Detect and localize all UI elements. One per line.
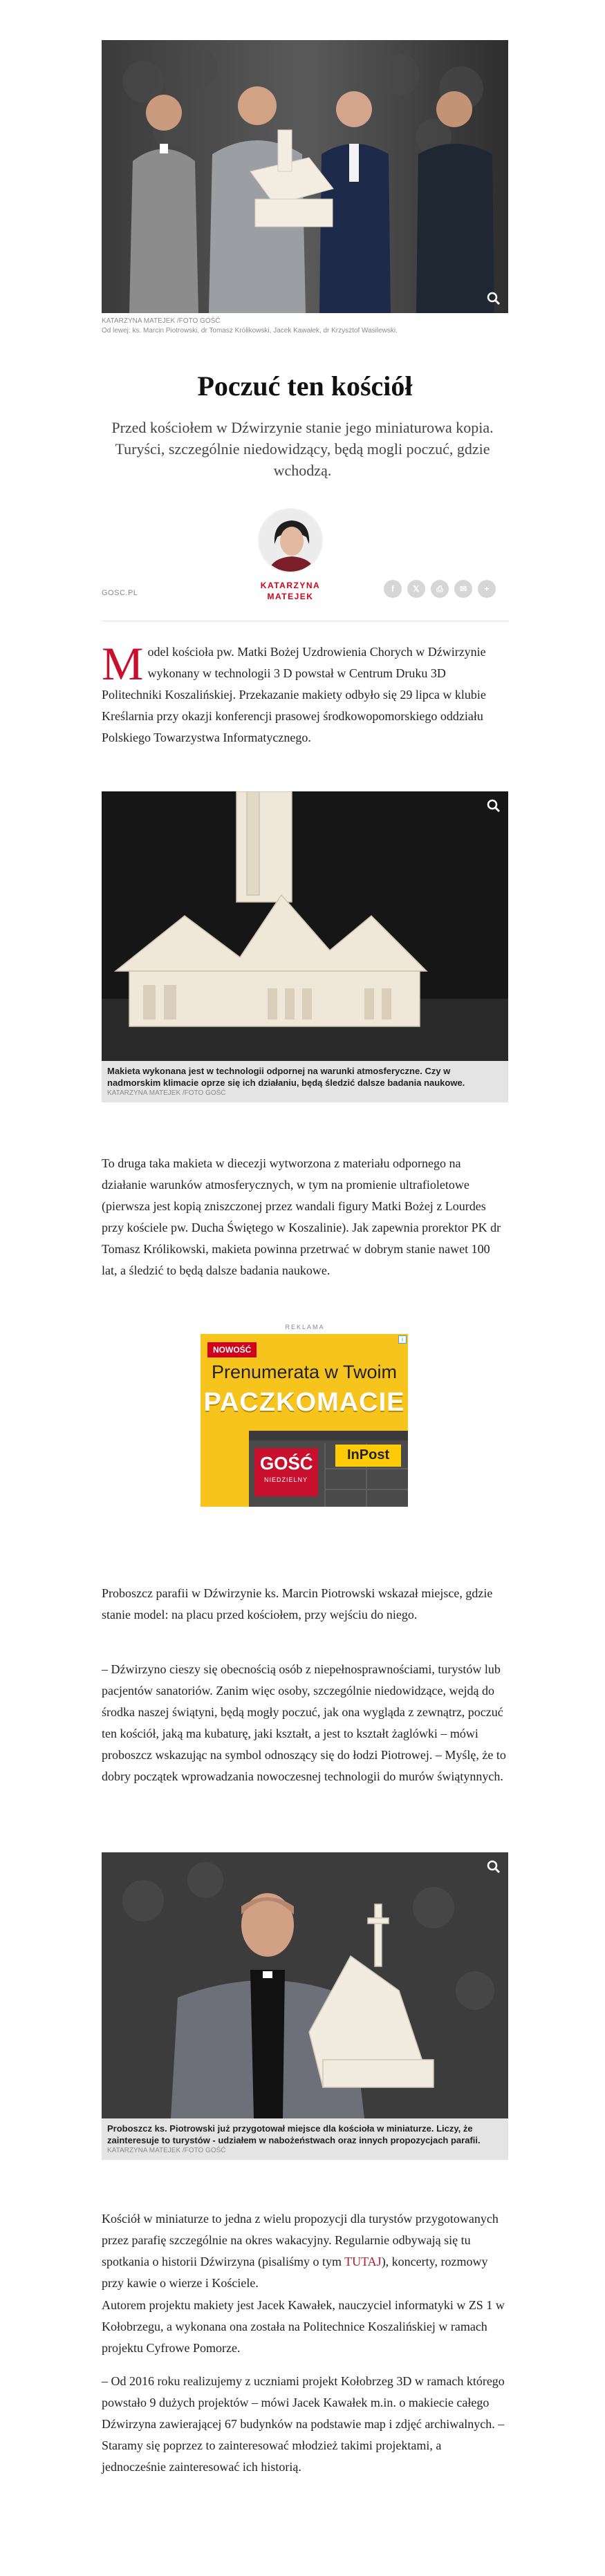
- author-photo: [259, 509, 323, 573]
- paragraph-5-text-b: ), koncerty, rozmowy przy kawie o wierze i Kościele.: [102, 2255, 488, 2290]
- hero-photo-image: [102, 40, 508, 313]
- source-label[interactable]: GOSC.PL: [102, 589, 138, 597]
- zoom-icon[interactable]: [486, 1859, 501, 1874]
- paragraph-5: [102, 2208, 508, 2294]
- article-lead: Przed kościołem w Dźwirzynie stanie jego miniaturowa kopia. Turyści, szczególnie niedowidzący, będą mogli poczuć, gdzie wchodzą.: [111, 419, 494, 479]
- ad-headline-big: PACZKOMACIE: [203, 1388, 405, 1417]
- facebook-icon[interactable]: f: [384, 580, 402, 598]
- caption-credit: KATARZYNA MATEJEK /FOTO GOŚĆ: [107, 2147, 226, 2154]
- photo-model-caption: [102, 1061, 508, 1102]
- x-icon[interactable]: 𝕏: [407, 580, 425, 598]
- ad-brand-inpost: InPost: [347, 1447, 390, 1463]
- link-tutaj[interactable]: TUTAJ: [344, 2255, 382, 2268]
- model-photo-image: [102, 791, 508, 1061]
- zoom-icon[interactable]: [486, 798, 501, 814]
- print-icon[interactable]: ⎙: [431, 580, 449, 598]
- zoom-icon[interactable]: [486, 291, 501, 306]
- author-name[interactable]: KATARZYNA MATEJEK: [260, 581, 321, 601]
- caption-credit: KATARZYNA MATEJEK /FOTO GOŚĆ: [107, 1089, 226, 1097]
- ad-info-icon[interactable]: i: [398, 1335, 407, 1344]
- paragraph-5-text-a: Kościół w miniaturze to jedna z wielu propozycji dla turystów przygotowanych przez parafię szczególnie na okres wakacyjny. Regularnie odbywają się tu spotkania o historii Dźwirzyna (pisaliśmy o tym: [102, 2212, 499, 2268]
- hero-caption: Od lewej: ks. Marcin Piotrowski, dr Tomasz Królikowski, Jacek Kawałek, dr Krzysztof Wasilewski.: [102, 327, 398, 335]
- ad-badge: NOWOŚĆ: [207, 1342, 257, 1357]
- ad-label: REKLAMA: [285, 1324, 325, 1331]
- caption-text: Makieta wykonana jest w technologii odpornej na warunki atmosferyczne. Czy w nadmorskim klimacie oprze się ich działaniu, będą śledzić dalsze badania naukowe.: [107, 1066, 465, 1088]
- caption-text: Proboszcz ks. Piotrowski już przygotował miejsce dla kościoła w miniaturze. Liczy, że zainteresuje to turystów - udziałem w nabożeństwach oraz innych propozycjach parafii.: [107, 2123, 481, 2145]
- paragraph-7: – Od 2016 roku realizujemy z uczniami projekt Kołobrzeg 3D w ramach którego powstało 9 dużych projektów – mówi Jacek Kawałek m.in. o makiecie całego Dźwirzyna zawierającej 67 budynków na podstawie map i zdjęć archiwalnych. – Staramy się poprzez to zainteresować młodzież takimi projektami, a jednocześnie zainteresować ich historią.: [102, 2374, 505, 2474]
- ad-brand-gosc-sub: NIEDZIELNY: [264, 1476, 308, 1483]
- advertisement[interactable]: [201, 1334, 408, 1507]
- hero-credit: KATARZYNA MATEJEK /FOTO GOŚĆ: [102, 317, 221, 325]
- ad-headline: Prenumerata w Twoim: [211, 1362, 398, 1382]
- mail-icon[interactable]: ✉: [454, 580, 472, 598]
- page-title: Poczuć ten kościół: [197, 370, 413, 402]
- paragraph-1: [102, 637, 508, 749]
- photo-priest[interactable]: [102, 1852, 508, 2118]
- photo-priest-caption: [102, 2118, 508, 2160]
- ad-brand-gosc: GOŚĆ: [260, 1453, 313, 1474]
- more-icon[interactable]: +: [478, 580, 496, 598]
- paragraph-3: Proboszcz parafii w Dźwirzynie ks. Marcin Piotrowski wskazał miejsce, gdzie stanie model: na placu przed kościołem, przy wejściu do niego.: [102, 1586, 493, 1621]
- avatar[interactable]: [258, 508, 323, 573]
- share-bar: [384, 580, 496, 598]
- photo-model[interactable]: [102, 791, 508, 1061]
- drop-cap: M: [102, 637, 144, 690]
- paragraph-6: Autorem projektu makiety jest Jacek Kawałek, nauczyciel informatyki w ZS 1 w Kołobrzegu, a wykonana ona została na Politechnice Koszalińskiej w ramach projektu Cyfrowe Pomorze.: [102, 2298, 505, 2355]
- priest-photo-image: [102, 1852, 508, 2118]
- paragraph-1-text: odel kościoła pw. Matki Bożej Uzdrowienia Chorych w Dźwirzynie wykonany w technologii 3 D powstał w Centrum Druku 3D Politechniki Koszalińskiej. Przekazanie makiety odbyło się 29 lipca w klubie Kreślarnia przy okazji konferencji prasowej środkowopomorskiego oddziału Polskiego Towarzystwa Informatycznego.: [102, 645, 486, 744]
- paragraph-2: To druga taka makieta w diecezji wytworzona z materiału odpornego na działanie warunków atmosferycznych, w tym na promienie ultrafioletowe (pierwsza jest kopią zniszczonej przez wandali figury Matki Bożej z Lourdes przy kościele pw. Ducha Świętego w Koszalinie). Jak zapewnia prorektor PK dr Tomasz Królikowski, makieta powinna przetrwać w dobrym stanie nawet 100 lat, a śledzić to będą dalsze badania naukowe.: [102, 1156, 501, 1277]
- paragraph-4: – Dźwirzyno cieszy się obecnością osób z niepełnosprawnościami, turystów lub pacjentów sanatoriów. Zanim więc osoby, szczególnie niedowidzące, wejdą do środka naszej świątyni, będą mogły poczuć, jak ona wygląda z zewnątrz, poczuć ten kościół, jaką ma kubaturę, jaki kształt, a jest to kształt żaglówki – mówi proboszcz wskazując na symbol odnoszący się do łodzi Piotrowej. – Myślę, że to dobry początek wprowadzania nowoczesnej technologii do murów świątynnych.: [102, 1662, 506, 1783]
- hero-photo[interactable]: [102, 40, 508, 313]
